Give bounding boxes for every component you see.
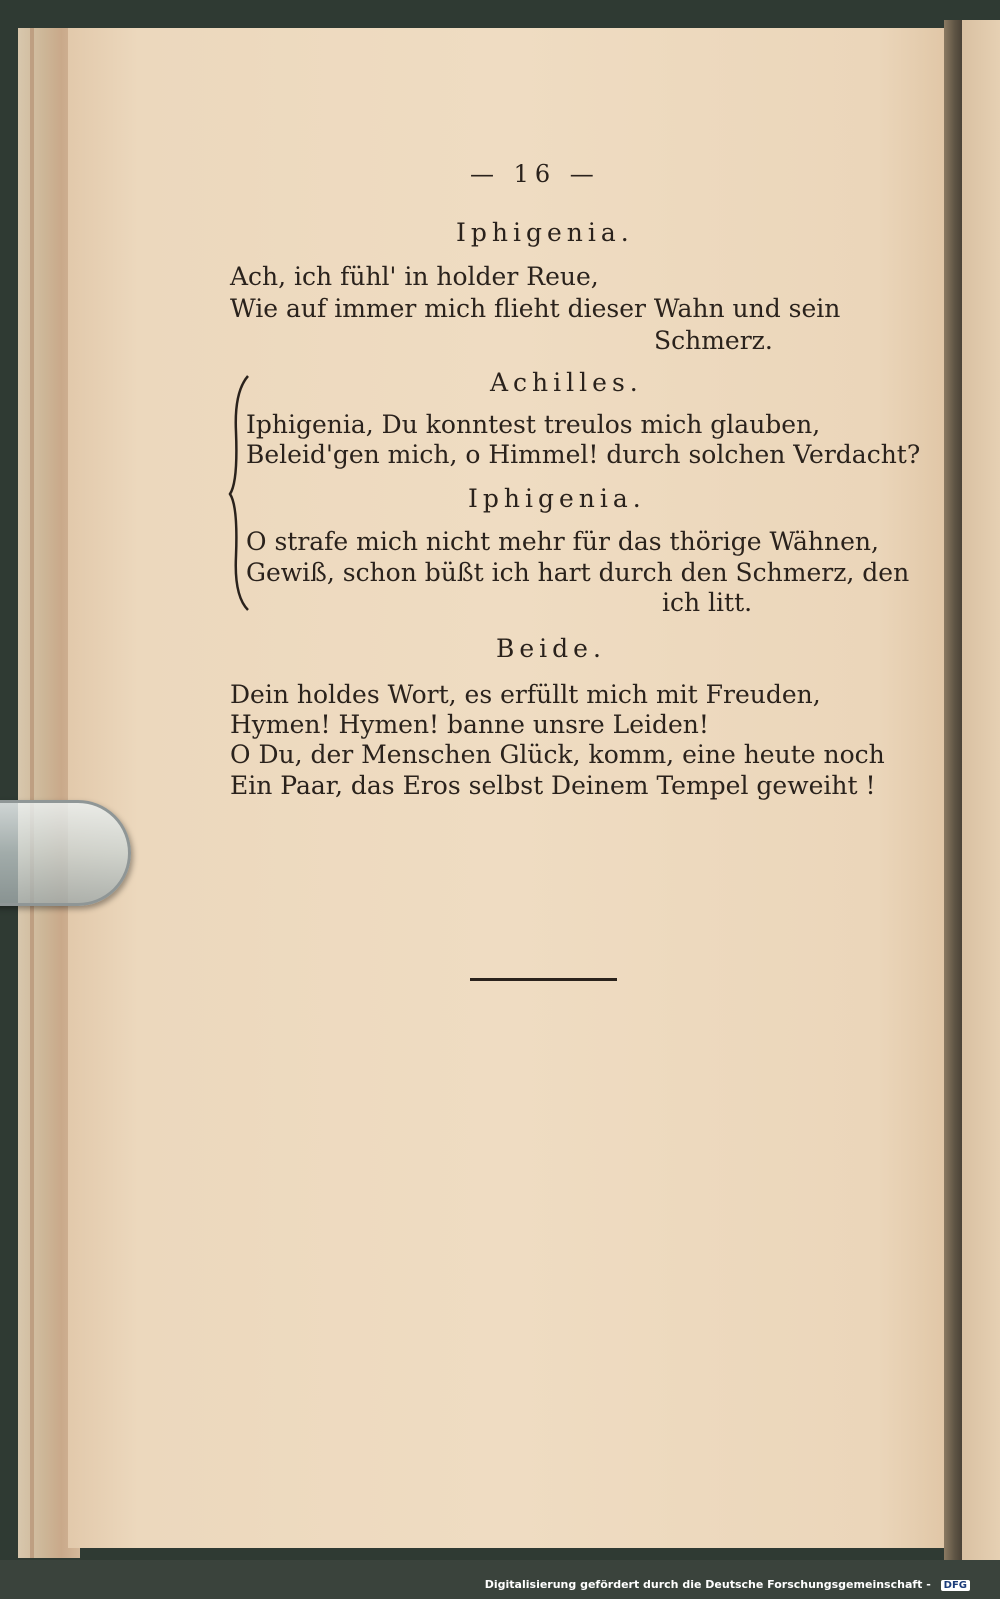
- verse-line: Iphigenia, Du konntest treulos mich glauben,: [246, 410, 821, 439]
- credit-text: Digitalisierung gefördert durch die Deutsche Forschungsgemeinschaft -: [484, 1578, 931, 1591]
- closing-rule: [470, 978, 617, 981]
- verse-line: Beleid'gen mich, o Himmel! durch solchen Verdacht?: [246, 440, 921, 469]
- facing-page-edge: [962, 20, 1000, 1565]
- speaker-beide: Beide.: [496, 634, 606, 663]
- verse-line: Hymen! Hymen! banne unsre Leiden!: [230, 710, 709, 739]
- page-number: — 16 —: [470, 160, 600, 188]
- speaker-achilles: Achilles.: [490, 368, 643, 397]
- book-gutter: [944, 20, 962, 1565]
- speaker-iphigenia-1: Iphigenia.: [456, 218, 634, 247]
- verse-line: O strafe mich nicht mehr für das thörige Wähnen,: [246, 527, 879, 556]
- dfg-logo: DFG: [941, 1580, 970, 1591]
- page-edge-line: [30, 28, 34, 1558]
- verse-line: O Du, der Menschen Glück, komm, eine heute noch: [230, 740, 885, 769]
- verse-line: ich litt.: [662, 588, 753, 617]
- verse-line: Wie auf immer mich flieht dieser Wahn und sein: [230, 294, 841, 323]
- verse-line: Ach, ich fühl' in holder Reue,: [230, 262, 599, 291]
- verse-line: Schmerz.: [654, 326, 773, 355]
- speaker-iphigenia-2: Iphigenia.: [468, 484, 646, 513]
- verse-line: Ein Paar, das Eros selbst Deinem Tempel geweiht !: [230, 771, 876, 800]
- verse-line: Gewiß, schon büßt ich hart durch den Schmerz, den: [246, 558, 910, 587]
- page-clip: [0, 800, 131, 906]
- verse-line: Dein holdes Wort, es erfüllt mich mit Freuden,: [230, 680, 821, 709]
- digitization-credit: [485, 1578, 970, 1591]
